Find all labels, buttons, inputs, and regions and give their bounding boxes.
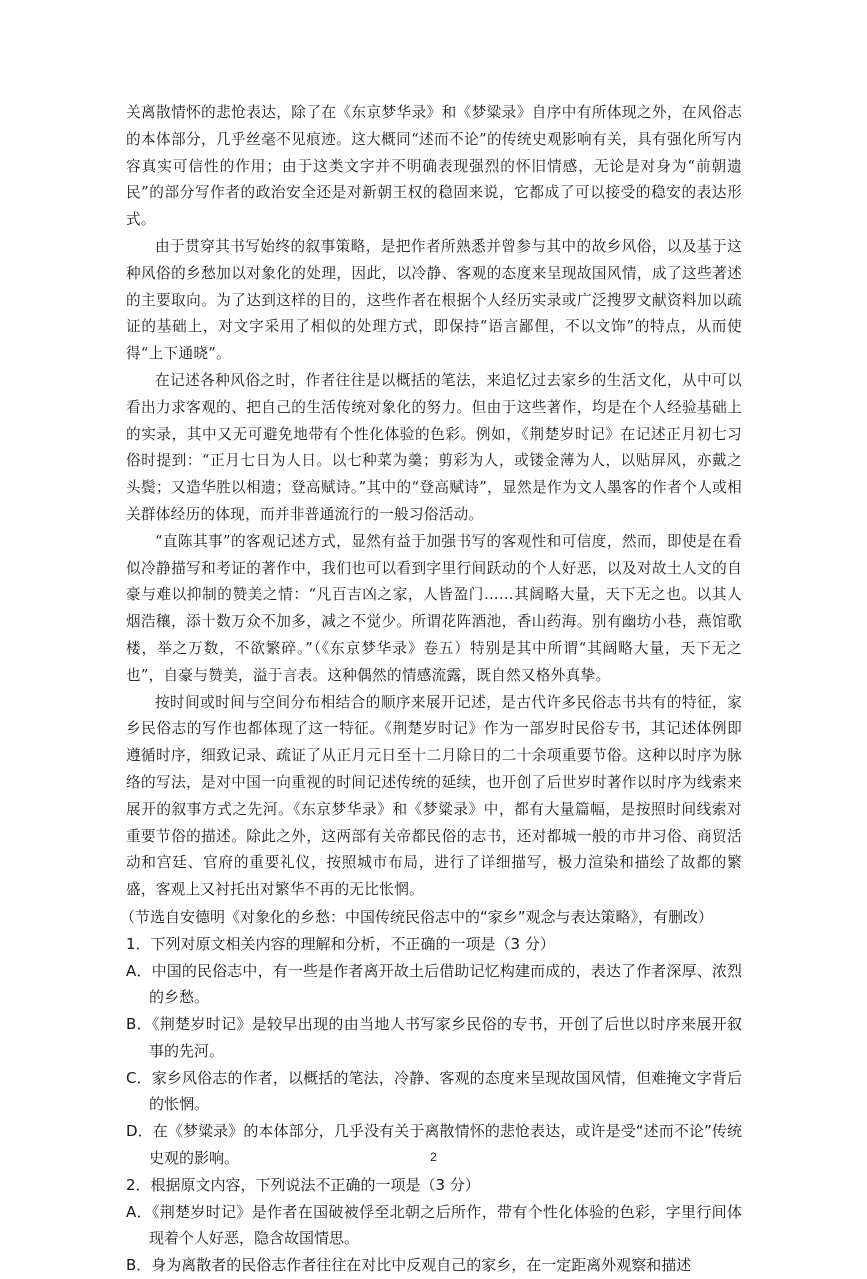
option-text: 身为离散者的民俗志作者往往在对比中反观自己的家乡，在一定距离外观察和描述 (151, 1256, 692, 1275)
question-1-stem: 1．下列对原文相关内容的理解和分析，不正确的一项是（3 分） (126, 934, 555, 953)
paragraph-3: 在记述各种风俗之时，作者往往是以概括的笔法，来追忆过去家乡的生活文化，从中可以看出力求客观的、把自己的生活传统对象化的努力。但由于这些著作，均是在个人经验基础上的实录，其中又无可避免地带有个性化体验的色彩。例如，《荆楚岁时记》在记述正月初七习俗时提到：“正月七日为人日。以七种菜为羹；剪彩为人，或镂金薄为人，以贴屏风，亦戴之头鬓；又造华胜以相遗；登高赋诗。”其中的“登高赋诗”，显然是作为文人墨客的作者个人或相关群体经历的体现，而并非普通流行的一般习俗活动。 (126, 371, 742, 523)
option-text: 在《梦粱录》的本体部分，几乎没有关于离散情怀的悲怆表达，或许是受“述而不论”传统史观的影响。 (149, 1122, 742, 1168)
option-text: 家乡风俗志的作者，以概括的笔法，冷静、客观的态度来呈现故国风情，但难掩文字背后的怅惘。 (149, 1068, 742, 1114)
option-text: 《荆楚岁时记》是较早出现的由当地人书写家乡民俗的专书，开创了后世以时序来展开叙事的先河。 (149, 1015, 742, 1060)
option-text: 《荆楚岁时记》是作者在国破被俘至北朝之后所作，带有个性化体验的色彩，字里行间体现着个人好恶，隐含故国情思。 (149, 1202, 742, 1248)
option-text: 中国的民俗志中，有一些是作者离开故土后借助记忆构建而成的，表达了作者深厚、浓烈的乡愁。 (149, 961, 742, 1007)
question-2-stem: 2．根据原文内容，下列说法不正确的一项是（3 分） (126, 1175, 480, 1194)
question-1 (126, 931, 742, 1172)
source-note: （节选自安德明《对象化的乡愁：中国传统民俗志中的“家乡”观念与表达策略》，有删改） (120, 907, 714, 926)
paragraph-4: “直陈其事”的客观记述方式，显然有益于加强书写的客观性和可信度，然而，即使是在看似冷静描写和考证的著作中，我们也可以看到字里行间跃动的个人好恶，以及对故土人文的自豪与难以抑制的赞美之情：“凡百吉凶之家，人皆盈门……其阔略大量，天下无之也。以其人烟浩穰，添十数万众不加多，减之不觉少。所谓花阵酒池，香山药海。别有幽坊小巷，燕馆歌楼，举之万数，不欲繁碎。”（《东京梦华录》卷五）特别是其中所谓“其阔略大量，天下无之也”，自豪与赞美，溢于言表。这种偶然的情感流露，既自然又格外真挚。 (126, 532, 742, 684)
question-1-option-c (126, 1065, 742, 1119)
option-label: B． (126, 1256, 152, 1275)
page-number: 2 (430, 1150, 437, 1164)
paragraph-5: 按时间或时间与空间分布相结合的顺序来展开记述，是古代许多民俗志书共有的特征，家乡民俗志的写作也都体现了这一特征。《荆楚岁时记》作为一部岁时民俗专书，其记述体例即遵循时序，细致记录、疏证了从正月元日至十二月除日的二十余项重要节俗。这种以时序为脉络的写法，是对中国一向重视的时间记述传统的延续，也开创了后世岁时著作以时序为线索来展开的叙事方式之先河。《东京梦华录》和《梦粱录》中，都有大量篇幅，是按照时间线索对重要节俗的描述。除此之外，这两部有关帝都民俗的志书，还对都城一般的市井习俗、商贸活动和宫廷、官府的重要礼仪，按照城市布局，进行了详细描写，极力渲染和描绘了故都的繁盛，客观上又衬托出对繁华不再的无比怅惘。 (126, 693, 742, 899)
paragraph-2: 由于贯穿其书写始终的叙事策略，是把作者所熟悉并曾参与其中的故乡风俗，以及基于这种风俗的乡愁加以对象化的处理，因此，以冷静、客观的态度来呈现故国风情，成了这些著述的主要取向。为了达到这样的目的，这些作者在根据个人经历实录或广泛搜罗文献资料加以疏证的基础上，对文字采用了相似的处理方式，即保持“语言鄙俚，不以文饰”的特点，从而使得“上下通晓”。 (126, 237, 742, 363)
option-label: B． (126, 1015, 152, 1034)
question-2-option-b (126, 1252, 742, 1279)
question-1-option-b (126, 1011, 742, 1065)
option-label: D． (126, 1122, 153, 1141)
option-label: A． (126, 1202, 152, 1221)
question-2 (126, 1172, 742, 1279)
question-2-option-a (126, 1199, 742, 1253)
option-label: A． (126, 961, 152, 980)
question-1-option-a (126, 958, 742, 1012)
option-label: C． (126, 1068, 152, 1087)
article-body (120, 100, 742, 1279)
paragraph-1: 关离散情怀的悲怆表达，除了在《东京梦华录》和《梦粱录》自序中有所体现之外，在风俗志的本体部分，几乎丝毫不见痕迹。这大概同“述而不论”的传统史观影响有关，具有强化所写内容真实可信性的作用；由于这类文字并不明确表现强烈的怀旧情感，无论是对身为“前朝遗民”的部分写作者的政治安全还是对新朝王权的稳固来说，它都成了可以接受的稳安的表达形式。 (126, 104, 742, 229)
